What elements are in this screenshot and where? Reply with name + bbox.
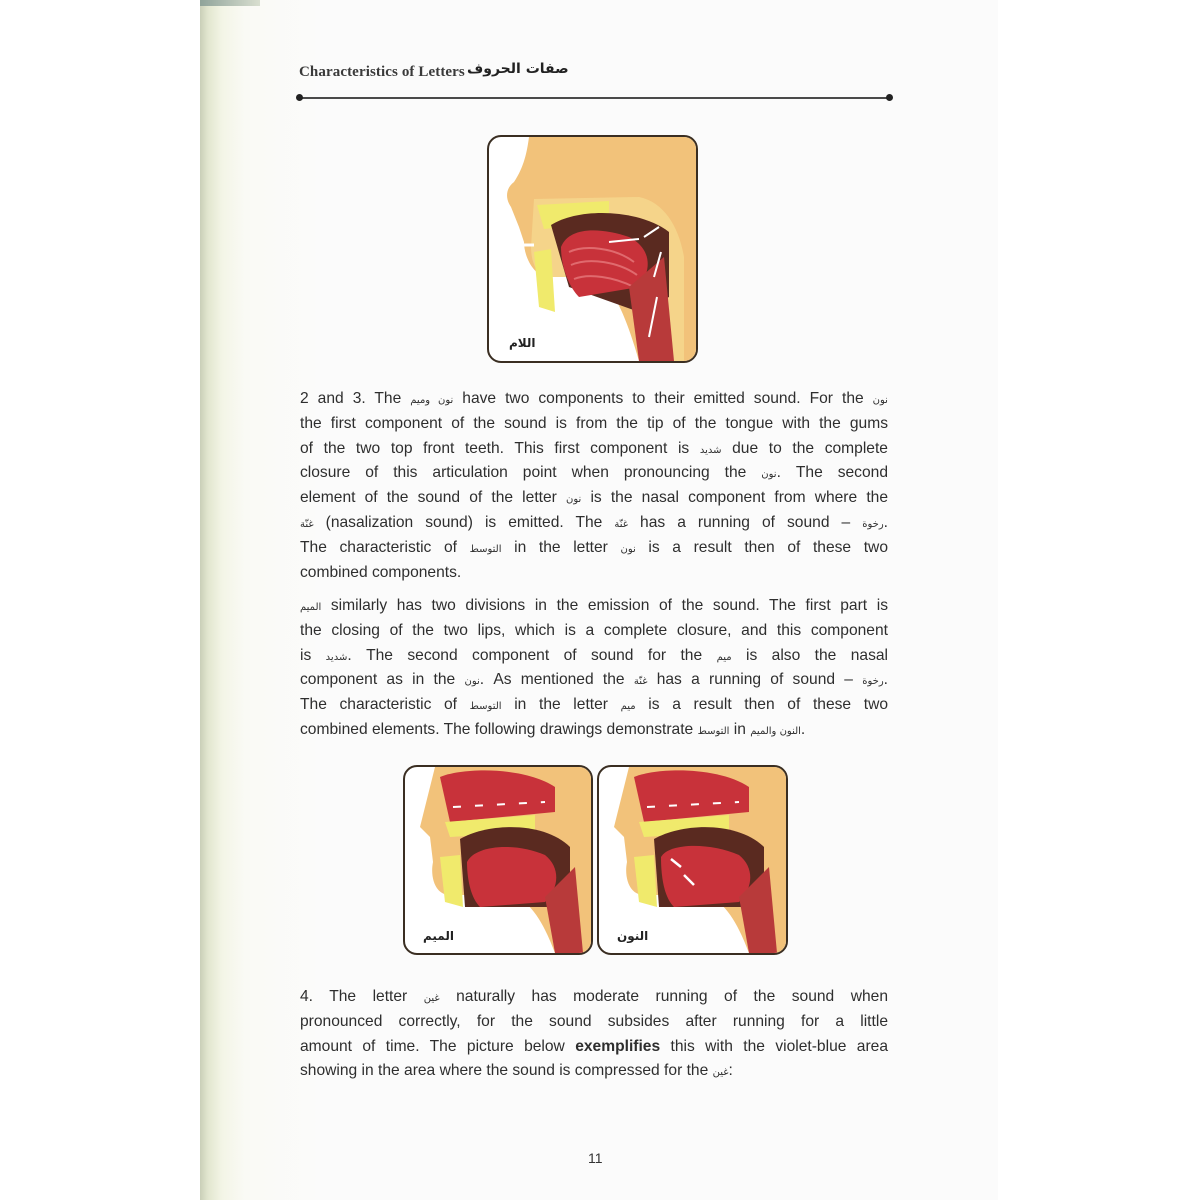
para2-line6: combined elements. The following drawings demonstrate التوسط in النون والميم. bbox=[300, 720, 806, 738]
noon-articulation-illustration bbox=[599, 767, 786, 953]
figure-meem bbox=[403, 765, 593, 955]
para2-line5: The characteristic of التوسط in the letter ميم is a result then of these two bbox=[300, 696, 888, 714]
book-page bbox=[200, 0, 998, 1200]
para1-line5: element of the sound of the letter نون is the nasal component from where the bbox=[300, 489, 888, 507]
para1-line1: 2 and 3. The نون وميم have two components to their emitted sound. For the نون bbox=[300, 390, 888, 407]
para1-line8: combined components. bbox=[300, 563, 462, 581]
paragraph-ghain bbox=[300, 985, 888, 1084]
header-title: Characteristics of Letters bbox=[299, 64, 465, 80]
para1-line6: غنّة (nasalization sound) is emitted. The غنّة has a running of sound – رخوة. bbox=[300, 513, 888, 531]
para2-line1: الميم similarly has two divisions in the emission of the sound. The first part is bbox=[300, 597, 888, 614]
para1-line4: closure of this articulation point when pronouncing the نون. The second bbox=[300, 464, 888, 482]
para1-line7: The characteristic of التوسط in the letter نون is a result then of these two bbox=[300, 538, 888, 556]
lam-articulation-illustration bbox=[489, 137, 696, 361]
rule-dot-left bbox=[296, 94, 303, 101]
para1-line3: of the two top front teeth. This first component is شديد due to the complete bbox=[300, 439, 888, 457]
para1-line2: the first component of the sound is from the tip of the tongue with the gums bbox=[300, 414, 888, 432]
figure-label-lam: اللام bbox=[509, 336, 536, 350]
para2-line2: the closing of the two lips, which is a complete closure, and this component bbox=[300, 621, 888, 639]
header-arabic-title: صفات الحروف bbox=[467, 61, 569, 77]
meem-articulation-illustration bbox=[405, 767, 591, 953]
paragraph-meem bbox=[300, 594, 888, 743]
para2-line4: component as in the نون. As mentioned the غنّة has a running of sound – رخوة. bbox=[300, 671, 888, 689]
rule-dot-right bbox=[886, 94, 893, 101]
figure-lam bbox=[487, 135, 698, 363]
para3-line1: 4. The letter غين naturally has moderate running of the sound when bbox=[300, 988, 888, 1005]
figure-label-meem: الميم bbox=[423, 929, 454, 943]
para2-line3: is شديد. The second component of sound for the ميم is also the nasal bbox=[300, 646, 889, 664]
header-rule bbox=[299, 97, 889, 99]
para3-line3: amount of time. The picture below exemplifies this with the violet-blue area bbox=[300, 1037, 888, 1055]
para3-line2: pronounced correctly, for the sound subsides after running for a little bbox=[300, 1012, 888, 1030]
figure-label-noon: النون bbox=[617, 929, 649, 943]
running-header bbox=[299, 61, 891, 86]
page-edge-shadow bbox=[200, 0, 260, 6]
paragraph-noon-meem bbox=[300, 387, 888, 585]
para3-line4: showing in the area where the sound is compressed for the غين: bbox=[300, 1062, 733, 1080]
figure-noon bbox=[597, 765, 788, 955]
page-number: 11 bbox=[588, 1150, 603, 1166]
